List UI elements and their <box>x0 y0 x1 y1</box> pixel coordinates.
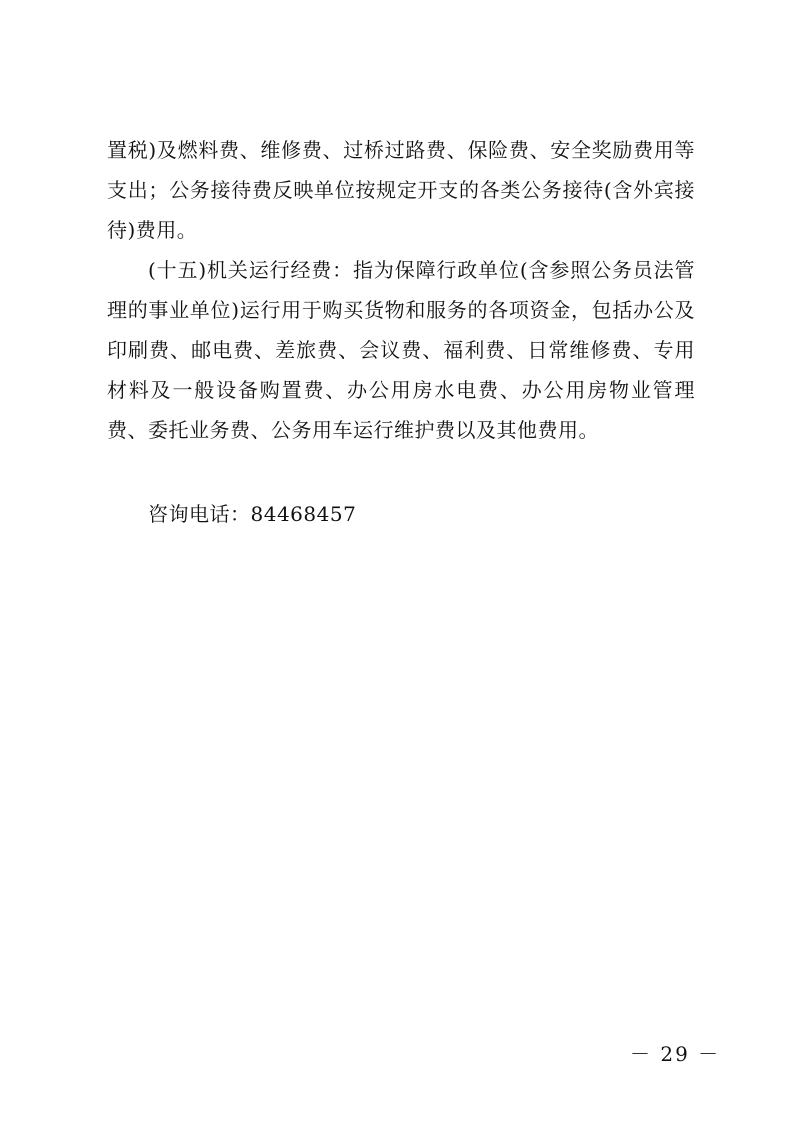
contact-phone: 咨询电话：84468457 <box>148 502 357 526</box>
paragraph-agency-operating-expenses: (十五)机关运行经费：指为保障行政单位(含参照公务员法管理的事业单位)运行用于购买货物和服务的各项资金，包括办公及印刷费、邮电费、差旅费、会议费、福利费、日常维修费、专用材料及一般设备购置费、办公用房水电费、办公用房物业管理费、委托业务费、公务用车运行维护费以及其他费用。 <box>107 258 695 442</box>
document-body <box>107 130 695 450</box>
paragraph-vehicle-reception-expenses: 置税)及燃料费、维修费、过桥过路费、保险费、安全奖励费用等支出；公务接待费反映单位按规定开支的各类公务接待(含外宾接待)费用。 <box>107 138 695 242</box>
page-number: － 29 － <box>630 1042 721 1066</box>
